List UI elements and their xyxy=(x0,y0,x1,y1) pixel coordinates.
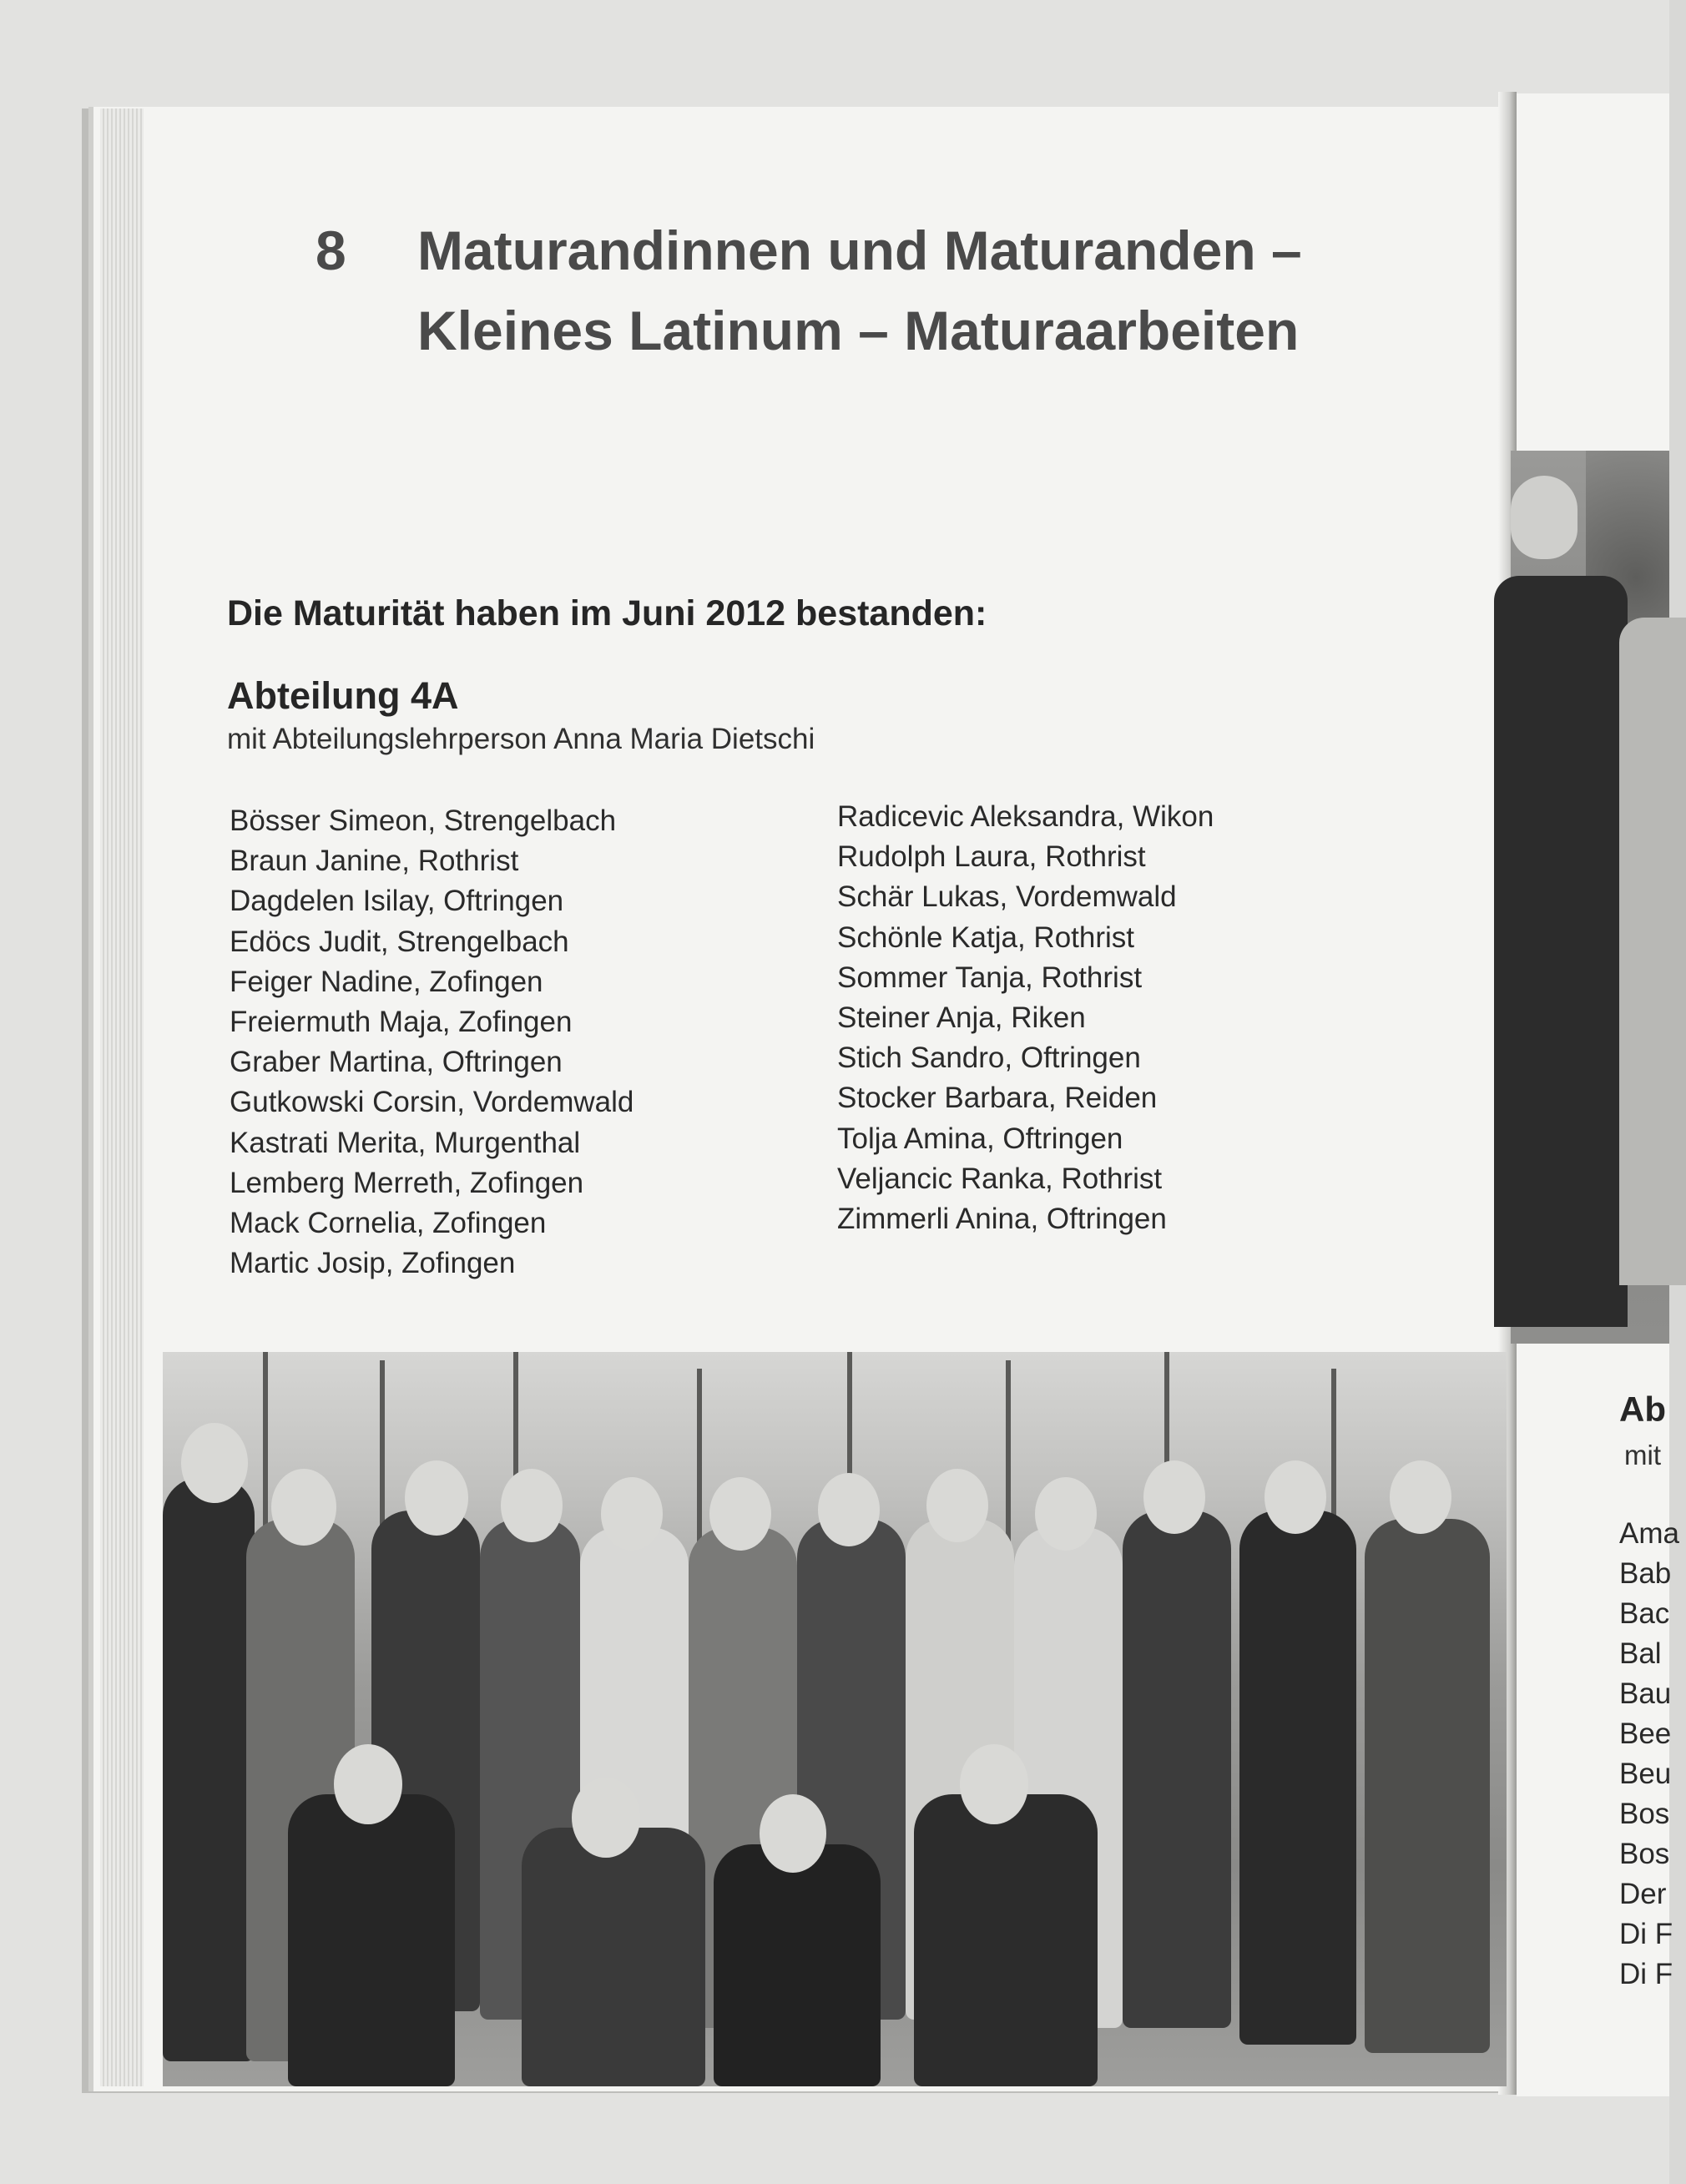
list-item: Di F xyxy=(1619,1918,1673,1950)
list-item: Bac xyxy=(1619,1597,1670,1630)
list-item: Bee xyxy=(1619,1717,1672,1750)
list-item: Bab xyxy=(1619,1557,1672,1590)
list-item: Mack Cornelia, Zofingen xyxy=(230,1207,547,1240)
list-item: Lemberg Merreth, Zofingen xyxy=(230,1166,584,1199)
list-item: Bos xyxy=(1619,1798,1670,1830)
list-item: Di F xyxy=(1619,1958,1673,1990)
list-item: Bal xyxy=(1619,1637,1662,1670)
list-item: Rudolph Laura, Rothrist xyxy=(837,840,1146,874)
list-item: Ama xyxy=(1619,1517,1679,1550)
class-group-photo xyxy=(163,1352,1507,2086)
list-item: Steiner Anja, Riken xyxy=(837,1001,1086,1035)
list-item: Dagdelen Isilay, Oftringen xyxy=(230,885,564,918)
list-item: Freiermuth Maja, Zofingen xyxy=(230,1006,573,1039)
list-item: Sommer Tanja, Rothrist xyxy=(837,961,1143,994)
list-item: Der xyxy=(1619,1878,1667,1910)
student-list-right xyxy=(837,797,1214,1239)
list-item: Graber Martina, Oftringen xyxy=(230,1046,563,1079)
list-item: Gutkowski Corsin, Vordemwald xyxy=(230,1086,634,1119)
chapter-title-line1: Maturandinnen und Maturanden – xyxy=(417,219,1302,281)
list-item: Martic Josip, Zofingen xyxy=(230,1247,516,1280)
list-item: Radicevic Aleksandra, Wikon xyxy=(837,800,1214,833)
list-item: Stocker Barbara, Reiden xyxy=(837,1082,1158,1115)
list-item: Kastrati Merita, Murgenthal xyxy=(230,1126,581,1159)
student-list-left xyxy=(230,801,634,1284)
list-item: Edöcs Judit, Strengelbach xyxy=(230,925,569,958)
list-item: Stich Sandro, Oftringen xyxy=(837,1042,1141,1075)
list-item: Zimmerli Anina, Oftringen xyxy=(837,1203,1167,1236)
list-item: Tolja Amina, Oftringen xyxy=(837,1122,1123,1155)
next-page-subline: mit xyxy=(1624,1440,1661,1470)
list-item: Bau xyxy=(1619,1677,1672,1710)
right-page-photo xyxy=(1511,451,1669,1344)
chapter-number: 8 xyxy=(315,219,346,281)
department-heading: Abteilung 4A xyxy=(227,674,459,717)
next-page-heading: Ab xyxy=(1619,1390,1666,1429)
teacher-line: mit Abteilungslehrperson Anna Maria Dietschi xyxy=(227,723,815,755)
list-item: Schönle Katja, Rothrist xyxy=(837,921,1135,954)
list-item: Schär Lukas, Vordemwald xyxy=(837,880,1177,914)
list-item: Braun Janine, Rothrist xyxy=(230,845,519,878)
list-item: Feiger Nadine, Zofingen xyxy=(230,965,543,998)
list-item: Beu xyxy=(1619,1758,1672,1790)
chapter-title-line2: Kleines Latinum – Maturaarbeiten xyxy=(417,300,1300,361)
list-item: Veljancic Ranka, Rothrist xyxy=(837,1162,1163,1195)
section-subtitle: Die Maturität haben im Juni 2012 bestanden: xyxy=(227,593,987,633)
page-edge-stack xyxy=(100,108,144,2086)
list-item: Bos xyxy=(1619,1838,1670,1870)
list-item: Bösser Simeon, Strengelbach xyxy=(230,804,617,837)
